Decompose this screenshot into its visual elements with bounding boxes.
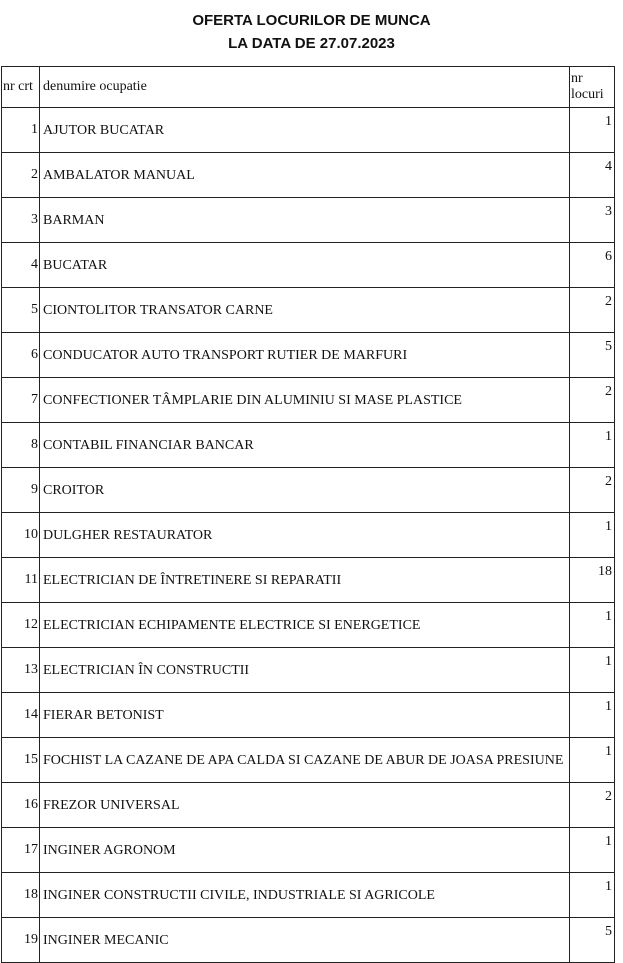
occupation-name: CONTABIL FINANCIAR BANCAR — [40, 423, 570, 468]
positions-count: 1 — [570, 693, 615, 738]
positions-count: 1 — [570, 873, 615, 918]
table-row — [2, 738, 615, 783]
occupation-name: INGINER AGRONOM — [40, 828, 570, 873]
row-number: 7 — [2, 378, 40, 423]
table-row — [2, 198, 615, 243]
occupation-name: CONFECTIONER TÂMPLARIE DIN ALUMINIU SI MASE PLASTICE — [40, 378, 570, 423]
table-row — [2, 288, 615, 333]
table-row — [2, 423, 615, 468]
table-row — [2, 783, 615, 828]
occupation-name: BUCATAR — [40, 243, 570, 288]
row-number: 6 — [2, 333, 40, 378]
occupation-name: INGINER MECANIC — [40, 918, 570, 963]
table-row — [2, 603, 615, 648]
table-row — [2, 873, 615, 918]
document-date: LA DATA DE 27.07.2023 — [228, 35, 395, 52]
column-header-nr-crt: nr crt — [2, 67, 40, 108]
occupation-name: AMBALATOR MANUAL — [40, 153, 570, 198]
row-number: 4 — [2, 243, 40, 288]
row-number: 16 — [2, 783, 40, 828]
document-title: OFERTA LOCURILOR DE MUNCA — [192, 12, 431, 29]
row-number: 8 — [2, 423, 40, 468]
occupation-name: BARMAN — [40, 198, 570, 243]
positions-count: 1 — [570, 828, 615, 873]
table-body — [2, 108, 615, 963]
positions-count: 1 — [570, 648, 615, 693]
table-row — [2, 513, 615, 558]
positions-count: 1 — [570, 423, 615, 468]
row-number: 11 — [2, 558, 40, 603]
positions-count: 2 — [570, 288, 615, 333]
occupation-name: ELECTRICIAN ECHIPAMENTE ELECTRICE SI ENERGETICE — [40, 603, 570, 648]
positions-count: 2 — [570, 378, 615, 423]
table-row — [2, 648, 615, 693]
row-number: 19 — [2, 918, 40, 963]
occupation-name: FOCHIST LA CAZANE DE APA CALDA SI CAZANE DE ABUR DE JOASA PRESIUNE — [40, 738, 570, 783]
positions-count: 1 — [570, 513, 615, 558]
table-row — [2, 378, 615, 423]
row-number: 10 — [2, 513, 40, 558]
occupation-name: CROITOR — [40, 468, 570, 513]
table-row — [2, 333, 615, 378]
positions-count: 1 — [570, 738, 615, 783]
table-row — [2, 558, 615, 603]
positions-count: 1 — [570, 603, 615, 648]
table-row — [2, 693, 615, 738]
table-row — [2, 828, 615, 873]
row-number: 18 — [2, 873, 40, 918]
positions-count: 3 — [570, 198, 615, 243]
table-row — [2, 108, 615, 153]
positions-count: 18 — [570, 558, 615, 603]
positions-count: 2 — [570, 468, 615, 513]
table-row — [2, 243, 615, 288]
occupation-name: CIONTOLITOR TRANSATOR CARNE — [40, 288, 570, 333]
column-header-count: nr locuri — [570, 67, 615, 108]
row-number: 15 — [2, 738, 40, 783]
occupation-name: DULGHER RESTAURATOR — [40, 513, 570, 558]
row-number: 13 — [2, 648, 40, 693]
positions-count: 5 — [570, 333, 615, 378]
positions-count: 6 — [570, 243, 615, 288]
row-number: 12 — [2, 603, 40, 648]
table-row — [2, 153, 615, 198]
row-number: 1 — [2, 108, 40, 153]
table-row — [2, 468, 615, 513]
row-number: 3 — [2, 198, 40, 243]
table-header-row — [2, 67, 615, 108]
occupation-name: FIERAR BETONIST — [40, 693, 570, 738]
occupation-name: CONDUCATOR AUTO TRANSPORT RUTIER DE MARFURI — [40, 333, 570, 378]
positions-count: 1 — [570, 108, 615, 153]
row-number: 5 — [2, 288, 40, 333]
column-header-occupation: denumire ocupatie — [40, 67, 570, 108]
occupation-name: ELECTRICIAN ÎN CONSTRUCTII — [40, 648, 570, 693]
job-offers-table — [1, 66, 615, 963]
positions-count: 4 — [570, 153, 615, 198]
occupation-name: ELECTRICIAN DE ÎNTRETINERE SI REPARATII — [40, 558, 570, 603]
row-number: 14 — [2, 693, 40, 738]
table-row — [2, 918, 615, 963]
row-number: 2 — [2, 153, 40, 198]
occupation-name: FREZOR UNIVERSAL — [40, 783, 570, 828]
positions-count: 5 — [570, 918, 615, 963]
row-number: 9 — [2, 468, 40, 513]
row-number: 17 — [2, 828, 40, 873]
positions-count: 2 — [570, 783, 615, 828]
occupation-name: AJUTOR BUCATAR — [40, 108, 570, 153]
occupation-name: INGINER CONSTRUCTII CIVILE, INDUSTRIALE SI AGRICOLE — [40, 873, 570, 918]
